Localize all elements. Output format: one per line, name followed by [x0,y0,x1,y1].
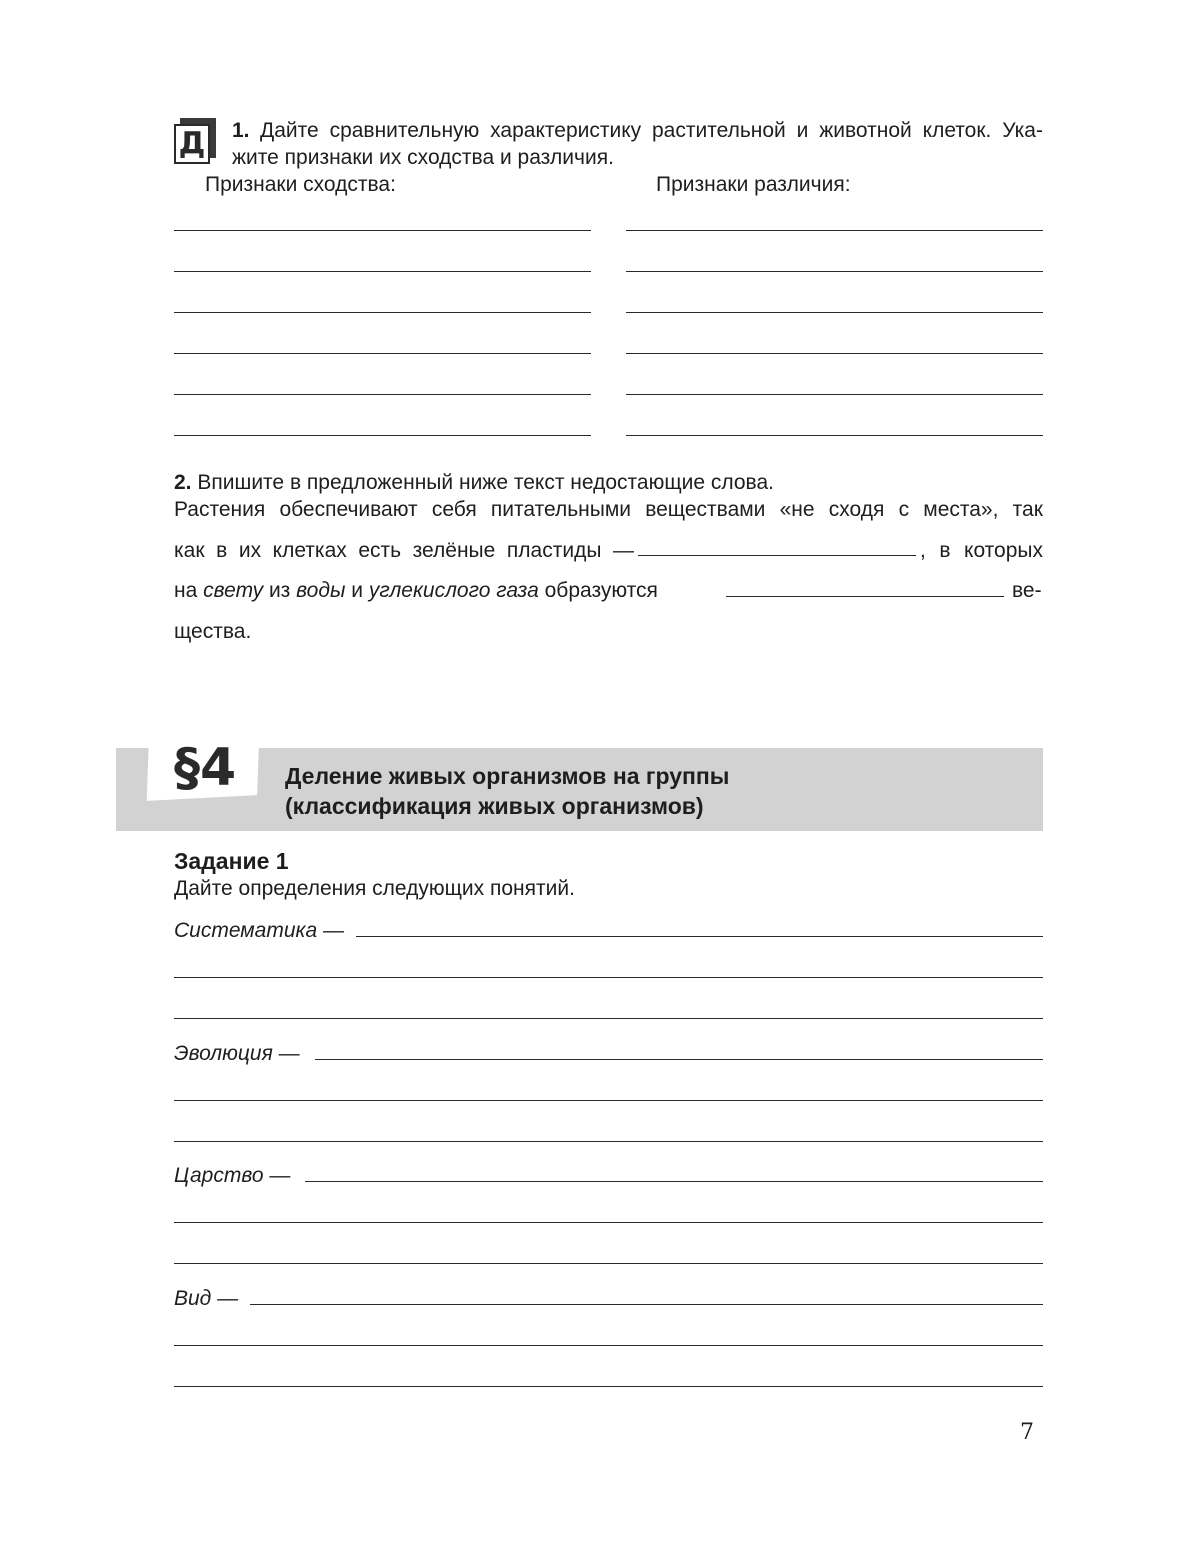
task2-line1-word: сходя [828,498,885,521]
page-number: 7 [1020,1420,1034,1445]
task2-line1-word: себя [431,498,477,521]
definition-line[interactable] [315,1059,1043,1060]
task2-line1-word: «не [779,498,815,521]
task2-intro: Впишите в предложенный ниже текст недостающие слова. [197,471,774,494]
task2-line2-before: как в их клетках есть зелёные пластиды — [174,539,634,562]
answer-line[interactable] [174,394,591,395]
word-i: и [351,579,363,602]
answer-line[interactable] [626,271,1043,272]
answer-line[interactable] [174,353,591,354]
word-iz: из [268,579,291,602]
word-obrazuyutsya: образуются [544,579,658,602]
task2-line3 [174,578,658,604]
task1-line1-word: растительной [652,119,786,142]
term-kingdom: Царство — [174,1164,291,1187]
task1-line2: жите признаки их сходства и различия. [232,146,614,169]
section-title-line1: Деление живых организмов на группы [285,763,730,789]
definition-line[interactable] [305,1181,1043,1182]
assignment-instruction: Дайте определения следующих понятий. [174,877,575,900]
task1-line1-word: клеток. [922,119,992,142]
answer-line[interactable] [626,312,1043,313]
task1-line1-word: сравнительную [329,119,480,142]
definition-line[interactable] [250,1304,1043,1305]
task2-line1-word: Растения [174,498,266,521]
task1-line1-word: Ука- [1002,119,1043,142]
word-vody: воды [296,579,346,602]
task1-line1-word: Дайте [260,119,319,142]
task2-line1-word: так [1012,498,1043,521]
task2-line1-word: места», [923,498,999,521]
task2-line1-word: с [898,498,910,521]
section-title-line2: (классификация живых организмов) [285,793,704,819]
word-na: на [174,579,198,602]
definition-line[interactable] [174,1018,1043,1019]
homework-badge [174,118,216,164]
task2-line3-end: ве- [1012,579,1042,602]
fill-in-blank-plastids[interactable] [638,555,916,556]
term-species: Вид — [174,1287,239,1310]
task2-number: 2. [174,471,192,494]
fill-in-blank-substances[interactable] [726,596,1004,597]
task2-line2-after: , в которых [920,539,1043,562]
answer-line[interactable] [174,435,591,436]
definition-line[interactable] [174,1141,1043,1142]
task1-line1-word: характеристику [490,119,642,142]
answer-line[interactable] [626,435,1043,436]
section-title [285,761,729,821]
definition-line[interactable] [174,1222,1043,1223]
difference-header: Признаки различия: [656,173,851,196]
word-gaza: углекислого газа [368,579,539,602]
definition-line[interactable] [356,936,1043,937]
answer-line[interactable] [626,394,1043,395]
definition-line[interactable] [174,1100,1043,1101]
similarity-header: Признаки сходства: [205,173,396,196]
word-svetu: свету [203,579,264,602]
task2-line1 [174,497,1043,523]
task1-line1-word: и [796,119,809,142]
answer-line[interactable] [626,230,1043,231]
assignment-heading: Задание 1 [174,848,289,874]
task1-number: 1. [232,119,250,142]
homework-badge-letter: Д [174,124,210,164]
answer-line[interactable] [174,230,591,231]
definition-line[interactable] [174,977,1043,978]
task1-line1 [260,118,1043,144]
section-number: §4 [174,738,237,798]
task2-line4: щества. [174,620,252,643]
task2-line1-word: питательными [490,498,632,521]
answer-line[interactable] [174,312,591,313]
answer-line[interactable] [174,271,591,272]
term-evolution: Эволюция — [174,1042,300,1065]
definition-line[interactable] [174,1263,1043,1264]
task2-header [174,470,774,496]
task2-line1-word: обеспечивают [279,498,418,521]
term-systematics: Систематика — [174,919,344,942]
task1-line1-word: животной [819,119,912,142]
task2-line1-word: веществами [645,498,766,521]
answer-line[interactable] [626,353,1043,354]
definition-line[interactable] [174,1386,1043,1387]
definition-line[interactable] [174,1345,1043,1346]
